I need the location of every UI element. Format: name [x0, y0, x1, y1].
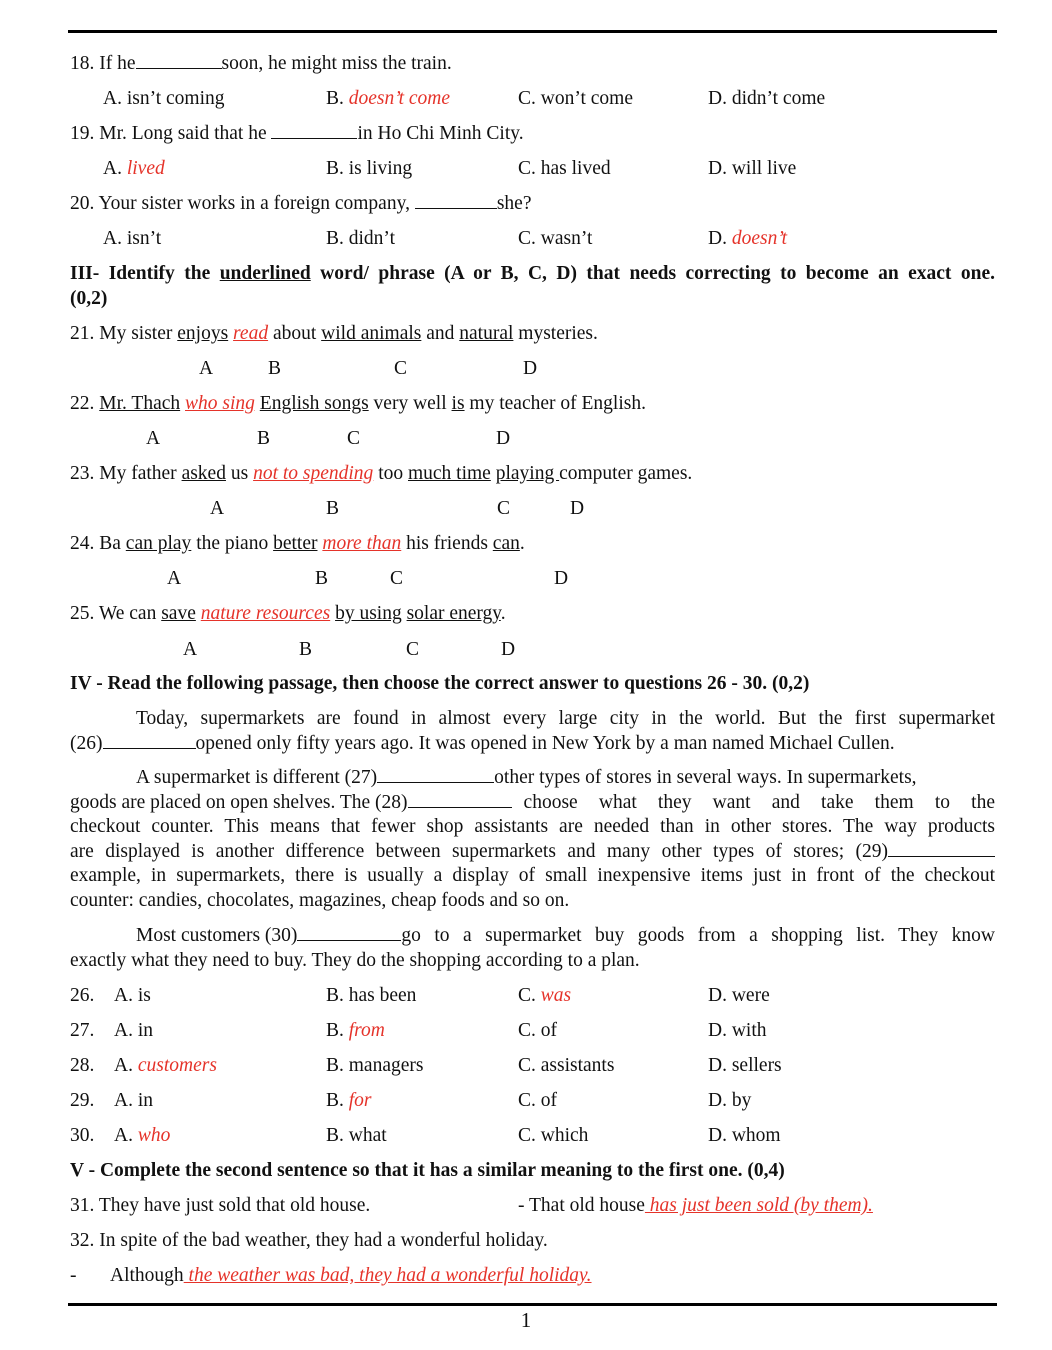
q18-option-d: D. didn’t come	[708, 88, 826, 109]
passage-p2-line2: goods are placed on open shelves. The (28) choose what they want and take them to the	[70, 792, 995, 813]
bottom-rule	[68, 1303, 997, 1306]
q24-label-a: A	[167, 568, 182, 589]
q26-option-b: B. has been	[326, 985, 417, 1006]
question-21: 21. My sister enjoys read about wild animals and natural mysteries.	[70, 323, 598, 344]
q25-label-c: C	[406, 639, 420, 660]
passage-p3-line1: Most customers (30) go to a supermarket buy goods from a shopping list. They know	[136, 925, 995, 946]
q20-option-c: C. wasn’t	[518, 228, 593, 249]
page-number: 1	[520, 1308, 532, 1332]
section-3-points: (0,2)	[70, 288, 108, 309]
passage-p2-line3: checkout counter. This means that fewer shop assistants are needed than in other stores. The way products	[70, 816, 995, 837]
passage-p2-line5: example, in supermarkets, there is usually a display of small inexpensive items just in front of the checkout	[70, 865, 995, 886]
q29-option-a: A. in	[114, 1090, 153, 1111]
q26-number: 26.	[70, 985, 95, 1006]
question-32: 32. In spite of the bad weather, they had a wonderful holiday.	[70, 1230, 548, 1251]
q25-label-a: A	[183, 639, 198, 660]
q27-number: 27.	[70, 1020, 95, 1041]
q24-label-c: C	[390, 568, 404, 589]
q26-option-a: A. is	[114, 985, 151, 1006]
q29-number: 29.	[70, 1090, 95, 1111]
q19-option-a: A. lived	[103, 158, 165, 179]
question-18: 18. If he soon, he might miss the train.	[70, 53, 452, 74]
question-19: 19. Mr. Long said that he in Ho Chi Minh City.	[70, 123, 524, 144]
passage-p2-line1: A supermarket is different (27) other types of stores in several ways. In supermarkets,	[136, 767, 917, 788]
top-rule	[68, 30, 997, 33]
question-24: 24. Ba can play the piano better more than his friends can.	[70, 533, 525, 554]
q30-option-a: A. who	[114, 1125, 171, 1146]
q30-option-b: B. what	[326, 1125, 387, 1146]
q27-option-b: B. from	[326, 1020, 385, 1041]
q22-label-d: D	[496, 428, 511, 449]
q22-label-c: C	[347, 428, 361, 449]
q27-option-c: C. of	[518, 1020, 557, 1041]
q23-label-b: B	[326, 498, 340, 519]
q18-option-b: B. doesn’t come	[326, 88, 451, 109]
q20-option-a: A. isn’t	[103, 228, 162, 249]
q18-option-a: A. isn’t coming	[103, 88, 225, 109]
q21-label-d: D	[523, 358, 538, 379]
q20-option-b: B. didn’t	[326, 228, 395, 249]
q27-option-a: A. in	[114, 1020, 153, 1041]
q26-option-c: C. was	[518, 985, 572, 1006]
passage-p2-line4: are displayed is another difference between supermarkets and many other types of stores; (29)	[70, 840, 995, 864]
q25-label-b: B	[299, 639, 313, 660]
section-5-heading: V - Complete the second sentence so that it has a similar meaning to the first one. (0,4)	[70, 1160, 785, 1181]
q28-option-c: C. assistants	[518, 1055, 615, 1076]
passage-p1-line1: Today, supermarkets are found in almost every large city in the world. But the first supermarket	[136, 708, 995, 729]
q27-option-d: D. with	[708, 1020, 767, 1041]
section-3-heading: III- Identify the underlined word/ phrase (A or B, C, D) that needs correcting to become an exact one.	[70, 263, 995, 284]
q19-option-d: D. will live	[708, 158, 797, 179]
q23-label-d: D	[570, 498, 585, 519]
question-25: 25. We can save nature resources by using solar energy.	[70, 603, 506, 624]
section-4-heading: IV - Read the following passage, then choose the correct answer to questions 26 - 30. (0,2)	[70, 673, 810, 694]
q32-answer: Although the weather was bad, they had a wonderful holiday.	[110, 1265, 592, 1286]
q22-label-a: A	[146, 428, 161, 449]
q30-option-c: C. which	[518, 1125, 589, 1146]
q25-label-d: D	[501, 639, 516, 660]
question-20: 20. Your sister works in a foreign company, she?	[70, 193, 532, 214]
q26-option-d: D. were	[708, 985, 770, 1006]
q23-label-c: C	[497, 498, 511, 519]
passage-p2-line6: counter: candies, chocolates, magazines, cheap foods and so on.	[70, 890, 570, 911]
q30-option-d: D. whom	[708, 1125, 781, 1146]
question-22: 22. Mr. Thach who sing English songs very well is my teacher of English.	[70, 393, 646, 414]
q19-option-c: C. has lived	[518, 158, 611, 179]
q21-label-c: C	[394, 358, 408, 379]
q20-option-d: D. doesn’t	[708, 228, 788, 249]
q22-label-b: B	[257, 428, 271, 449]
q28-number: 28.	[70, 1055, 95, 1076]
question-31: 31. They have just sold that old house.	[70, 1195, 371, 1216]
q18-option-c: C. won’t come	[518, 88, 634, 109]
q28-option-d: D. sellers	[708, 1055, 782, 1076]
q30-number: 30.	[70, 1125, 95, 1146]
q29-option-b: B. for	[326, 1090, 372, 1111]
q32-dash: -	[70, 1265, 77, 1286]
passage-p3-line2: exactly what they need to buy. They do the shopping according to a plan.	[70, 950, 640, 971]
q23-label-a: A	[210, 498, 225, 519]
question-23: 23. My father asked us not to spending too much time playing computer games.	[70, 463, 693, 484]
q24-label-b: B	[315, 568, 329, 589]
q29-option-d: D. by	[708, 1090, 752, 1111]
q21-label-b: B	[268, 358, 282, 379]
q21-label-a: A	[199, 358, 214, 379]
passage-p1-line2: (26) opened only fifty years ago. It was opened in New York by a man named Michael Cullen.	[70, 733, 895, 754]
q19-option-b: B. is living	[326, 158, 413, 179]
q31-answer: - That old house has just been sold (by them).	[518, 1195, 873, 1216]
q24-label-d: D	[554, 568, 569, 589]
q28-option-a: A. customers	[114, 1055, 217, 1076]
q29-option-c: C. of	[518, 1090, 557, 1111]
q28-option-b: B. managers	[326, 1055, 424, 1076]
